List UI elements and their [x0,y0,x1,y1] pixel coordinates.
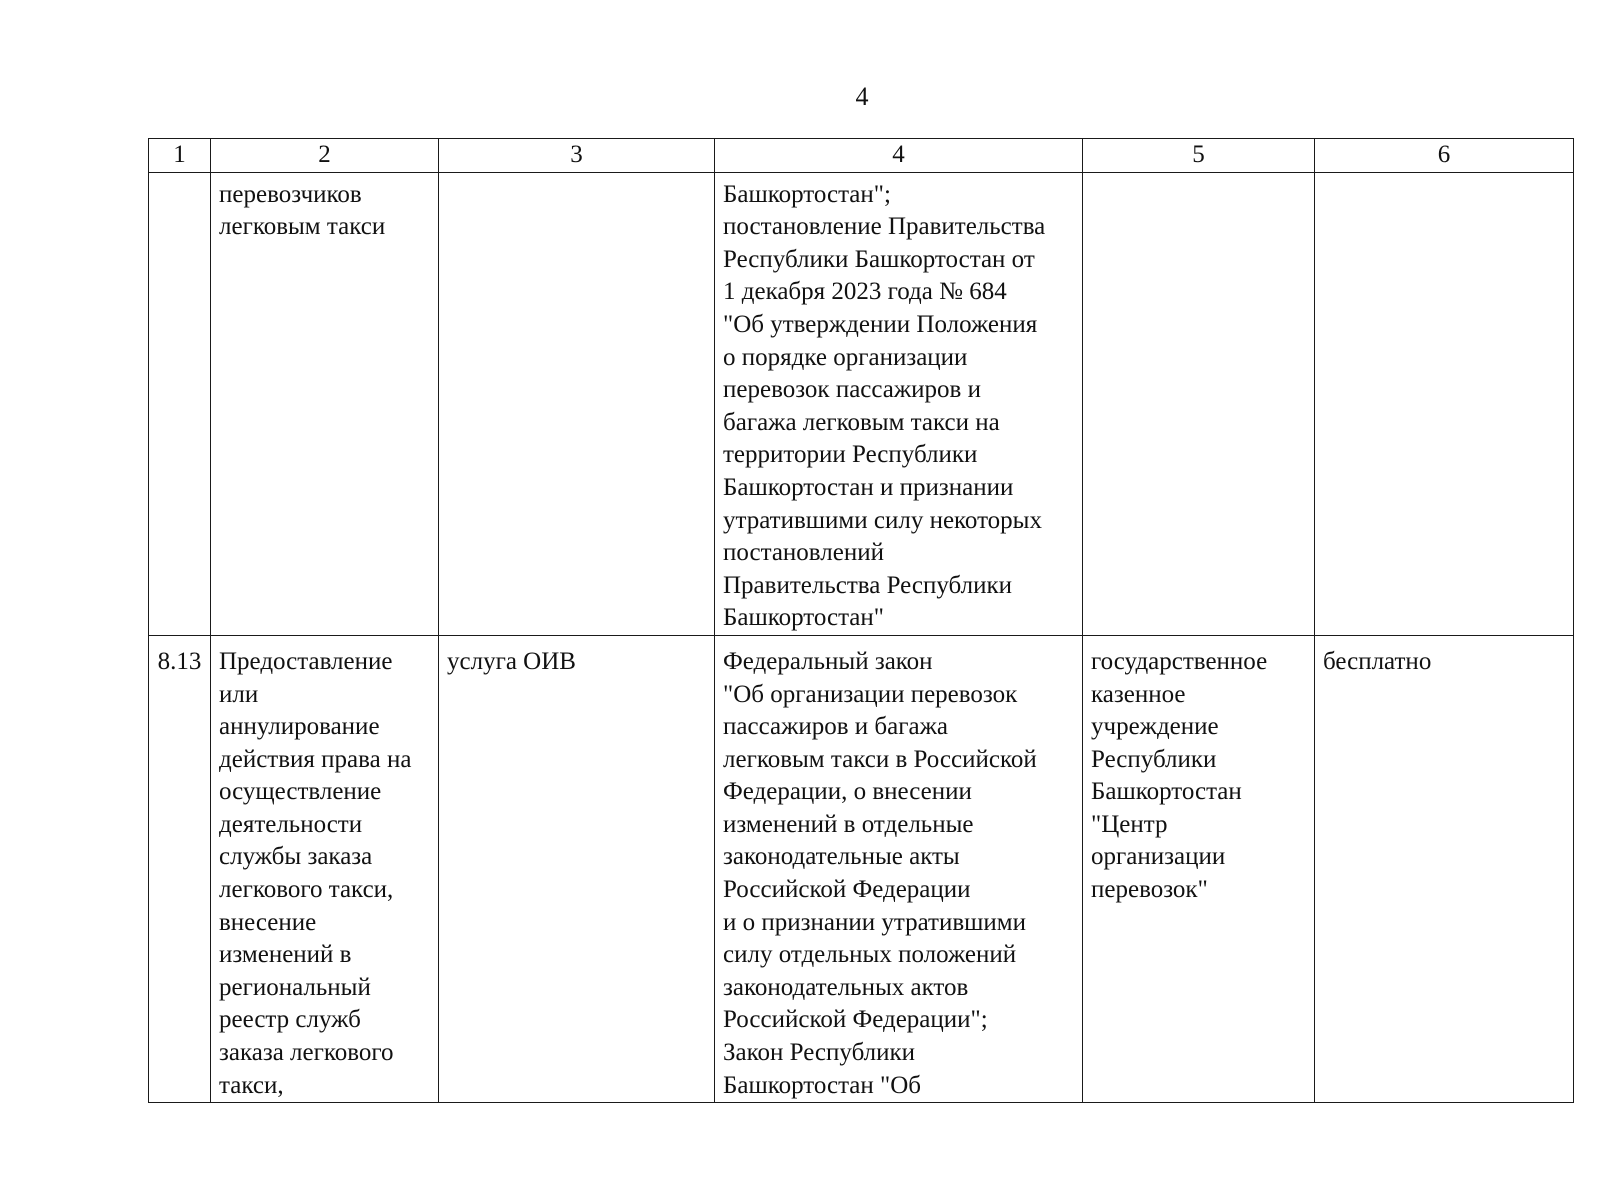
legal-basis-cell: Башкортостан"; постановление Правительства Республики Башкортостан от 1 декабря 2023 года № 684 "Об утверждении Положения о порядке организации перевозок пассажиров и багажа легковым такси на территории Республики Башкортостан и признании утратившими силу некоторых постановлений Правительства Республики Башкортостан" [715,172,1083,635]
column-header: 3 [439,139,715,173]
cost-cell [1315,172,1574,635]
page-number: 4 [855,82,869,111]
service-type-cell [439,172,715,635]
table-header-row [149,139,1574,173]
table-row [149,172,1574,635]
service-name-cell: перевозчиков легковым такси [211,172,439,635]
services-table [148,138,1574,1103]
row-number-cell [149,172,211,635]
provider-cell [1083,172,1315,635]
column-header: 6 [1315,139,1574,173]
column-header: 2 [211,139,439,173]
cost-cell: бесплатно [1315,635,1574,1102]
table-row [149,635,1574,1102]
column-header: 4 [715,139,1083,173]
legal-basis-cell: Федеральный закон "Об организации перевозок пассажиров и багажа легковым такси в Российской Федерации, о внесении изменений в отдельные законодательные акты Российской Федерации и о признании утратившими силу отдельных положений законодательных актов Российской Федерации"; Закон Республики Башкортостан "Об [715,635,1083,1102]
column-header: 1 [149,139,211,173]
provider-cell: государственное казенное учреждение Республики Башкортостан "Центр организации перевозок" [1083,635,1315,1102]
column-header: 5 [1083,139,1315,173]
service-type-cell: услуга ОИВ [439,635,715,1102]
service-name-cell: Предоставление или аннулирование действия права на осуществление деятельности службы заказа легкового такси, внесение изменений в региональный реестр служб заказа легкового такси, [211,635,439,1102]
row-number-cell: 8.13 [149,635,211,1102]
